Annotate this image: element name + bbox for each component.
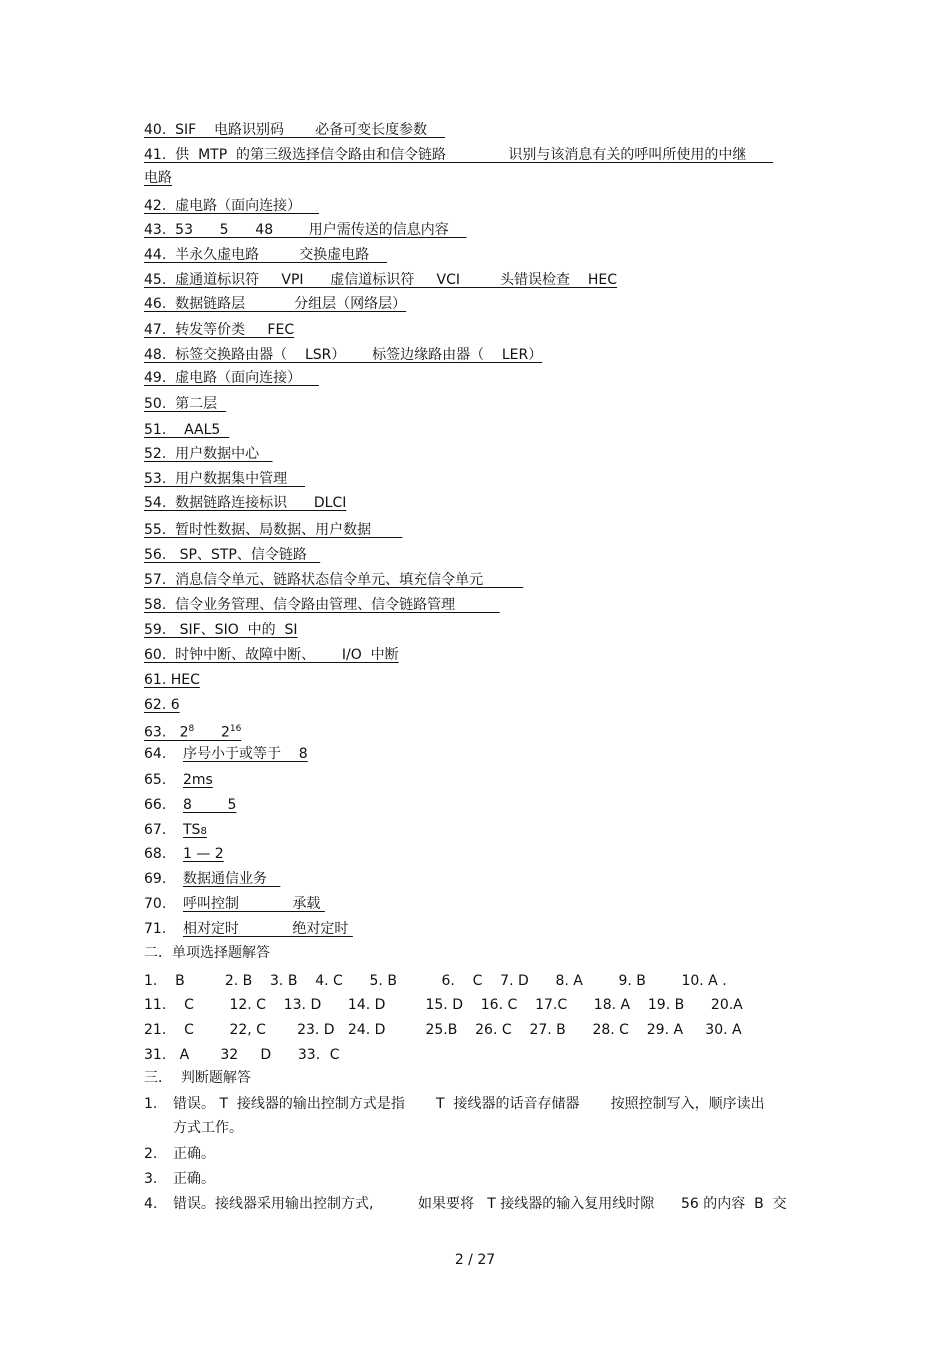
mc-row-2: 11. C 12. C 13. D 14. D 15. D 16. C 17.C 18. A 19. B 20.A: [144, 997, 743, 1013]
line-62: 62. 6: [144, 697, 180, 713]
line-52: 52. 用户数据中心: [144, 446, 273, 462]
mc-row-4: 31. A 32 D 33．C: [144, 1047, 340, 1063]
mc-row-3: 21. C 22, C 23. D 24. D 25.B 26. C 27. B 28. C 29. A 30. A: [144, 1022, 742, 1038]
tf-4: [144, 1196, 787, 1213]
line-70: [144, 896, 325, 913]
item-number: 64.: [144, 746, 167, 762]
ts-subscript: 8: [200, 826, 207, 837]
tf-1: [144, 1096, 765, 1113]
item-answer: 序号小于或等于 8: [183, 746, 308, 762]
line-42: 42. 虚电路（面向连接）: [144, 198, 319, 214]
item63-exp2: 16: [229, 724, 242, 734]
line-68: [144, 846, 224, 863]
item-number: 65.: [144, 772, 167, 788]
page-number: 2 / 27: [454, 1252, 496, 1268]
item-answer: [183, 822, 207, 838]
tf-text: 正确。: [173, 1171, 215, 1187]
line-50: 50. 第二层: [144, 396, 227, 412]
tf-text: 正确。: [173, 1146, 215, 1162]
item-number: 66.: [144, 797, 167, 813]
line-47: 47. 转发等价类 FEC: [144, 322, 295, 338]
tf-text: 错误。 T 接线器的输出控制方式是指 T 接线器的话音存储器 按照控制写入，顺序读出: [173, 1096, 765, 1112]
line-54: 54. 数据链路连接标识 DLCI: [144, 495, 347, 511]
line-43: 43. 53 5 48 用户需传送的信息内容: [144, 222, 467, 238]
item-answer: 数据通信业务: [183, 871, 281, 887]
line-44: 44. 半永久虚电路 交换虚电路: [144, 247, 388, 263]
line-45: 45. 虚通道标识符 VPI 虚信道标识符 VCI 头错误检查 HEC: [144, 272, 617, 288]
section-heading-mc: 二．单项选择题解答: [144, 945, 270, 961]
section-heading-tf: 三． 判断题解答: [144, 1070, 251, 1086]
line-56: 56. SP、STP、信令链路: [144, 547, 321, 563]
line-41: 41. 供 MTP 的第三级选择信令路由和信令链路 识别与该消息有关的呼叫所使用的中继: [144, 147, 774, 163]
item-number: 70.: [144, 896, 167, 912]
tf-text: 错误。接线器采用输出控制方式, 如果要将 T 接线器的输入复用线时隙 56 的内容 B 交: [173, 1196, 787, 1212]
item-number: 3.: [144, 1171, 158, 1187]
item-number: 2.: [144, 1146, 158, 1162]
line-60: 60. 时钟中断、故障中断、 I/O 中断: [144, 647, 399, 663]
line-66: [144, 797, 236, 814]
tf-1-cont: 方式工作。: [173, 1120, 243, 1136]
line-71: [144, 921, 353, 938]
item-answer: 1 — 2: [183, 846, 224, 862]
item63-mid: 2: [194, 724, 230, 741]
line-69: [144, 871, 280, 888]
line-48: 48. 标签交换路由器（ LSR） 标签边缘路由器（ LER）: [144, 347, 543, 363]
line-59: 59. SIF、SIO 中的 SI: [144, 622, 298, 638]
line-51: 51. AAL5: [144, 422, 230, 438]
item-number: 1.: [144, 1096, 158, 1112]
line-40: 40. SIF 电路识别码 必备可变长度参数: [144, 122, 445, 138]
item-answer: 2ms: [183, 772, 213, 788]
line-53: 53. 用户数据集中管理: [144, 471, 305, 487]
tf-3: [144, 1171, 215, 1188]
mc-row-1: 1. B 2. B 3. B 4. C 5. B 6. C 7. D 8. A 9. B 10. A .: [144, 973, 727, 989]
line-65: [144, 772, 213, 789]
line-63: [144, 721, 241, 742]
tf-2: [144, 1146, 215, 1163]
item-answer: 相对定时 绝对定时: [183, 921, 353, 937]
item-answer: 8 5: [183, 797, 237, 813]
line-61: 61. HEC: [144, 672, 200, 688]
line-49: 49. 虚电路（面向连接）: [144, 370, 319, 386]
item63-exp1: 8: [188, 724, 195, 734]
line-46: 46. 数据链路层 分组层（网络层）: [144, 296, 407, 312]
line-41-cont: 电路: [144, 170, 172, 186]
line-55: 55. 暂时性数据、局数据、用户数据: [144, 522, 403, 538]
line-64: [144, 746, 308, 763]
line-57: 57. 消息信令单元、链路状态信令单元、填充信令单元: [144, 572, 524, 588]
item-number: 71.: [144, 921, 167, 937]
ts-label: TS: [183, 822, 201, 838]
line-67: [144, 822, 207, 840]
line-58: 58. 信令业务管理、信令路由管理、信令链路管理: [144, 597, 500, 613]
item-number: 67.: [144, 822, 167, 838]
item63-label: 63. 2: [144, 724, 189, 741]
item-number: 69.: [144, 871, 167, 887]
item-number: 4.: [144, 1196, 158, 1212]
item-number: 68.: [144, 846, 167, 862]
item-answer: 呼叫控制 承载: [183, 896, 325, 912]
